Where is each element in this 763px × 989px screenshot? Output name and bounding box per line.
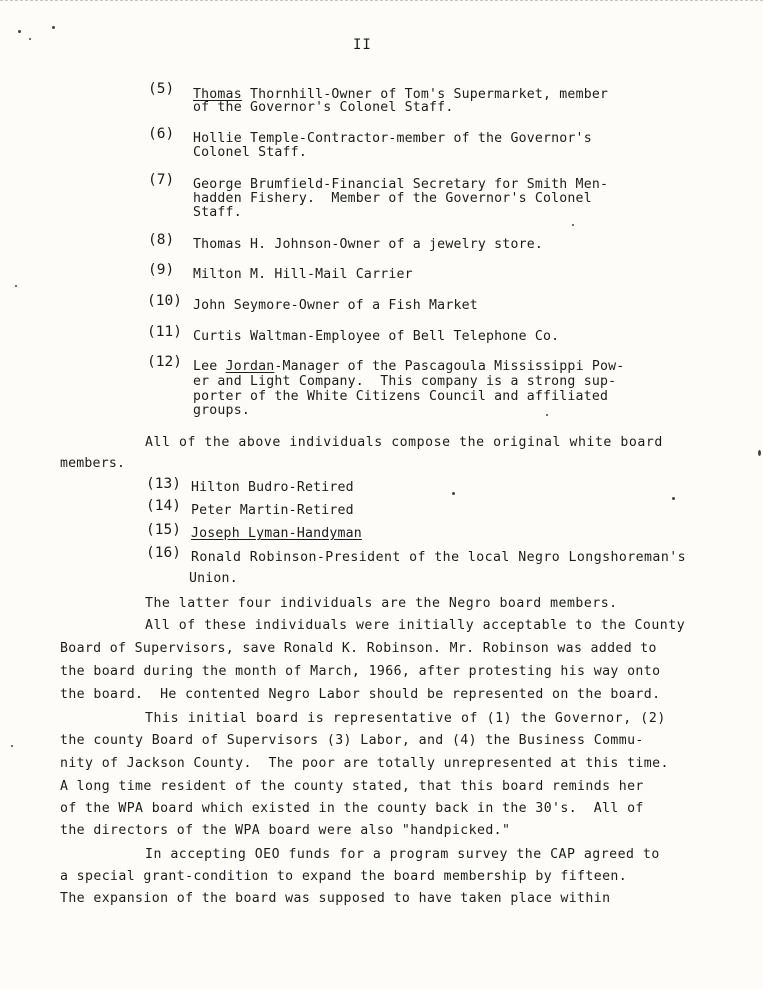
list-item-number: (7) [148,172,175,188]
scan-speck [546,414,548,416]
paragraph-line: the board during the month of March, 1966, after protesting his way onto [60,664,661,679]
list-item-line: of the Governor's Colonel Staff. [193,100,454,115]
paragraph-line: nity of Jackson County. The poor are totally unrepresented at this time. [60,756,669,771]
list-item-line: porter of the White Citizens Council and affiliated [193,389,609,404]
underlined-name: Thomas [193,87,242,102]
paragraph-line: a special grant-condition to expand the board membership by fifteen. [60,869,628,884]
paragraph-line: In accepting OEO funds for a program survey the CAP agreed to [145,847,660,862]
list-item-number: (16) [146,545,181,561]
list-item-line: George Brumfield-Financial Secretary for Smith Men- [193,177,609,192]
list-item-number: (13) [146,476,181,492]
list-item-number: (15) [146,522,181,538]
list-item-number: (9) [148,262,175,278]
paragraph-line: the county Board of Supervisors (3) Labor, and (4) the Business Commu- [60,733,644,748]
paragraph-line: the board. He contented Negro Labor should be represented on the board. [60,687,661,702]
list-item-line: John Seymore-Owner of a Fish Market [193,298,478,313]
list-item-line: Peter Martin-Retired [191,503,354,518]
scan-speck [758,450,761,456]
scan-speck [11,745,13,747]
list-item-line: Colonel Staff. [193,145,307,160]
page-edge-dashes [0,0,763,3]
scan-speck [15,285,17,287]
list-item-number: (11) [147,324,182,340]
paragraph-line: of the WPA board which existed in the county back in the 30's. All of [60,801,644,816]
list-item-line: Curtis Waltman-Employee of Bell Telephone Co. [193,329,560,344]
list-item-line: Lee Jordan-Manager of the Pascagoula Mississippi Pow- [193,359,625,374]
list-item-line: hadden Fishery. Member of the Governor's Colonel [193,191,592,206]
list-item-line: Ronald Robinson-President of the local Negro Longshoreman's [191,550,686,565]
scan-speck [18,30,21,33]
list-item-line: Hilton Budro-Retired [191,480,354,495]
paragraph-line: members. [60,456,126,471]
paragraph-line: All of the above individuals compose the original white board [145,435,663,450]
underlined-name: Jordan [225,359,275,374]
paragraph-line: The latter four individuals are the Negro board members. [145,596,618,611]
paragraph-line: The expansion of the board was supposed to have taken place within [60,891,611,906]
scan-speck [452,492,455,495]
paragraph-line: This initial board is representative of (1) the Governor, (2) [145,711,666,726]
list-item-line: Joseph Lyman-Handyman [191,526,362,541]
list-item-line: groups. [193,403,250,418]
paragraph-line: Board of Supervisors, save Ronald K. Robinson. Mr. Robinson was added to [60,641,657,656]
paragraph-line: A long time resident of the county stated, that this board reminds her [60,779,644,794]
list-item-number: (12) [147,354,182,370]
list-item-line: er and Light Company. This company is a strong sup- [193,374,617,389]
list-item-number: (14) [146,498,181,514]
list-item-line: Hollie Temple-Contractor-member of the Governor's [193,131,592,146]
paragraph-line: All of these individuals were initially acceptable to the County [145,618,686,633]
paragraph-line: the directors of the WPA board were also "handpicked." [60,823,511,838]
list-item-number: (6) [148,126,175,142]
list-item-line: Milton M. Hill-Mail Carrier [193,267,413,282]
list-item-line: Thomas H. Johnson-Owner of a jewelry store. [193,237,544,252]
scan-speck [572,224,574,226]
list-item-number: (10) [147,293,182,309]
list-item-number: (5) [148,81,175,97]
scan-speck [672,497,675,500]
list-item-number: (8) [148,232,175,248]
list-item-line: Staff. [193,205,242,220]
list-item-line: Thomas Thornhill-Owner of Tom's Supermarket, member [193,87,609,102]
page-number: II [353,37,372,53]
list-item-line: Union. [189,571,238,586]
scan-speck [29,38,31,40]
scan-speck [52,26,55,29]
